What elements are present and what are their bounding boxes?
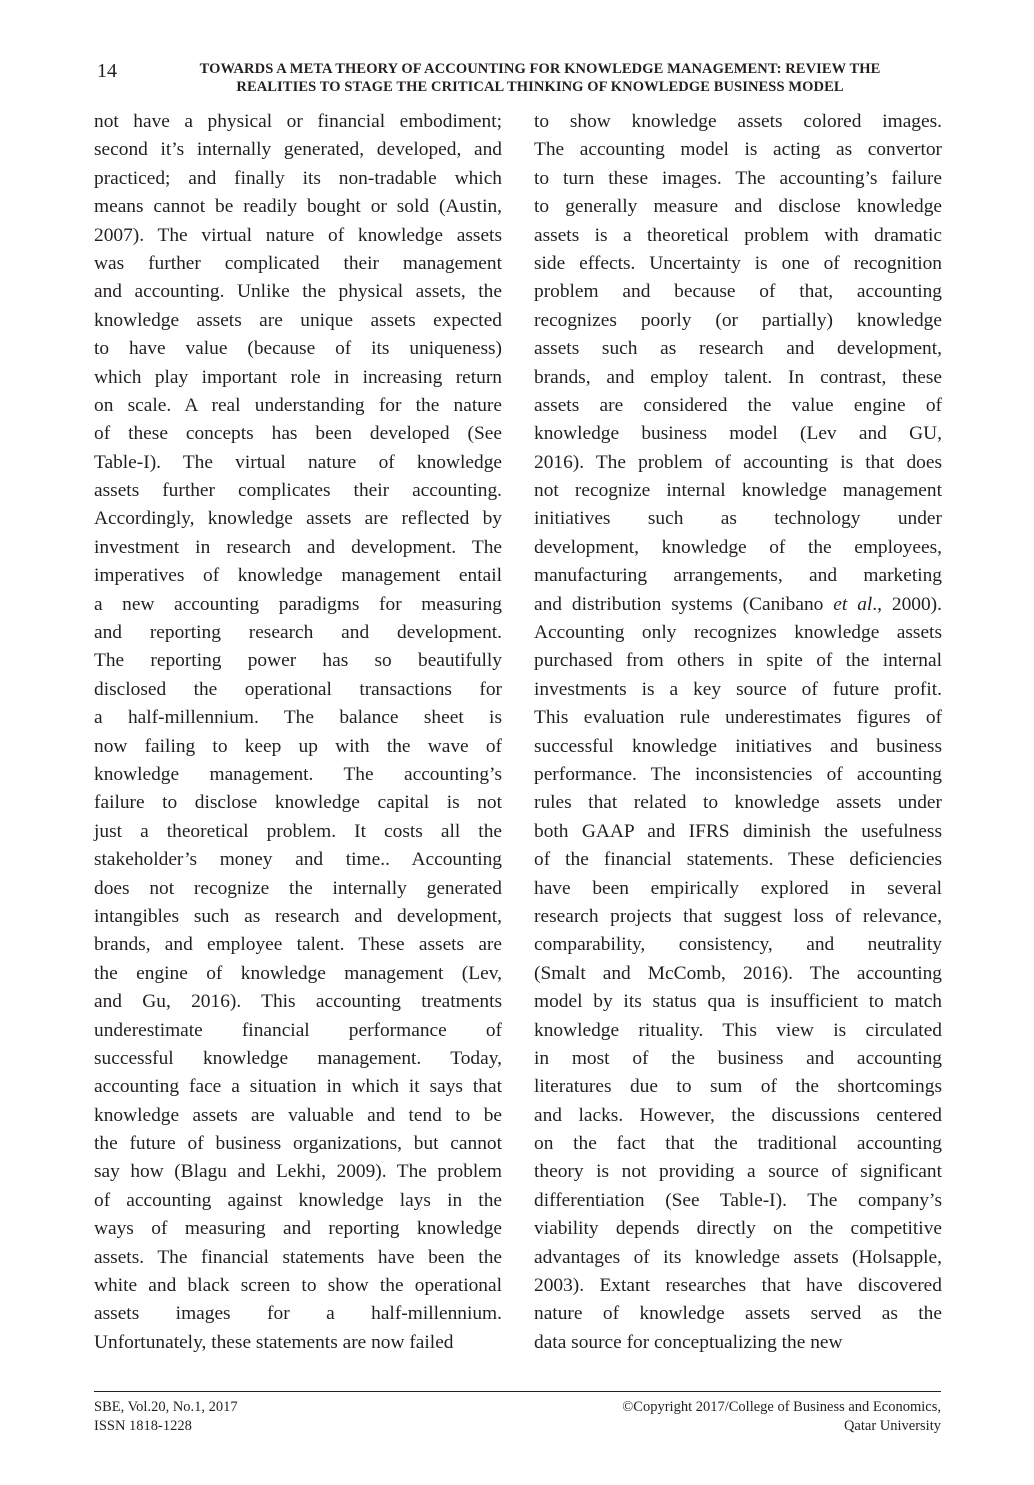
text-line: Accordingly, knowledge assets are reflected by xyxy=(94,508,502,530)
text-line: to generally measure and disclose knowledge xyxy=(534,196,942,218)
university: Qatar University xyxy=(843,1418,941,1434)
text-line: to show knowledge assets colored images. xyxy=(534,111,942,132)
text-line: investment in research and development. The xyxy=(94,536,502,558)
text-line: recognizes poorly (or partially) knowledge xyxy=(534,309,942,331)
text-line: accounting face a situation in which it says that xyxy=(94,1076,502,1098)
footer-left xyxy=(94,1398,238,1436)
text-line: does not recognize the internally generated xyxy=(94,877,502,899)
text-line: data source for conceptualizing the new xyxy=(534,1331,843,1353)
text-line: theory is not providing a source of significant xyxy=(534,1161,942,1183)
text-line: imperatives of knowledge management entail xyxy=(94,565,502,587)
text-line: performance. The inconsistencies of accounting xyxy=(534,763,942,785)
text-line: The reporting power has so beautifully xyxy=(94,650,502,672)
text-line: the engine of knowledge management (Lev, xyxy=(94,962,502,984)
text-line: 2016). The problem of accounting is that does xyxy=(534,451,942,473)
text-line: disclosed the operational transactions for xyxy=(94,678,502,700)
text-line: of the financial statements. These deficiencies xyxy=(534,849,942,871)
text-line: viability depends directly on the competitive xyxy=(534,1218,942,1240)
running-head xyxy=(150,60,930,96)
running-head-line-1: TOWARDS A META THEORY OF ACCOUNTING FOR KNOWLEDGE MANAGEMENT: REVIEW THE xyxy=(199,61,881,77)
text-line: differentiation (See Table-I). The company’s xyxy=(534,1189,942,1211)
text-line: assets. The financial statements have been the xyxy=(94,1246,502,1268)
text-line: just a theoretical problem. It costs all the xyxy=(94,820,502,842)
text-line: 2003). Extant researches that have discovered xyxy=(534,1275,942,1297)
text-line: knowledge management. The accounting’s xyxy=(94,763,502,785)
text-line: knowledge assets are valuable and tend to be xyxy=(94,1104,502,1126)
text-line: brands, and employee talent. These assets are xyxy=(94,934,502,956)
text-line: both GAAP and IFRS diminish the usefulness xyxy=(534,820,942,842)
text-line: knowledge assets are unique assets expected xyxy=(94,309,502,331)
text-line: in most of the business and accounting xyxy=(534,1047,942,1069)
text-line: Accounting only recognizes knowledge assets xyxy=(534,622,942,644)
copyright: ©Copyright 2017/College of Business and Economics, xyxy=(622,1399,941,1415)
text-line: assets are considered the value engine of xyxy=(534,394,942,416)
text-line: brands, and employ talent. In contrast, these xyxy=(534,366,942,388)
text-line: of these concepts has been developed (See xyxy=(94,423,502,445)
text-line: intangibles such as research and development, xyxy=(94,905,502,927)
text-line: not have a physical or financial embodiment; xyxy=(94,111,502,132)
footer-right xyxy=(540,1398,941,1436)
text-line: investments is a key source of future profit. xyxy=(534,678,942,700)
text-line: on the fact that the traditional accounting xyxy=(534,1133,942,1155)
right-column xyxy=(534,108,942,1357)
text-line: on scale. A real understanding for the nature xyxy=(94,394,502,416)
text-line: This evaluation rule underestimates figures of xyxy=(534,707,942,729)
text-line: and Gu, 2016). This accounting treatments xyxy=(94,991,502,1013)
text-line: of accounting against knowledge lays in the xyxy=(94,1189,502,1211)
text-line: problem and because of that, accounting xyxy=(534,281,942,303)
text-line: to have value (because of its uniqueness) xyxy=(94,338,502,360)
journal-citation: SBE, Vol.20, No.1, 2017 xyxy=(94,1399,238,1415)
text-line: side effects. Uncertainty is one of recognition xyxy=(534,252,942,274)
text-line: which play important role in increasing return xyxy=(94,366,502,388)
text-line: have been empirically explored in several xyxy=(534,877,942,899)
text-line: practiced; and finally its non-tradable which xyxy=(94,167,502,189)
text-line: 2007). The virtual nature of knowledge assets xyxy=(94,224,502,246)
text-line: successful knowledge initiatives and business xyxy=(534,735,942,757)
text-line: knowledge business model (Lev and GU, xyxy=(534,423,942,445)
text-line: a new accounting paradigms for measuring xyxy=(94,593,502,615)
footer-divider xyxy=(94,1391,941,1392)
page-number: 14 xyxy=(97,60,117,82)
text-line: literatures due to sum of the shortcomings xyxy=(534,1076,942,1098)
text-line: underestimate financial performance of xyxy=(94,1019,502,1041)
text-line: successful knowledge management. Today, xyxy=(94,1047,502,1069)
text-line: development, knowledge of the employees, xyxy=(534,536,942,558)
text-line: The accounting model is acting as convertor xyxy=(534,139,942,161)
text-line: stakeholder’s money and time.. Accounting xyxy=(94,849,502,871)
text-line: assets is a theoretical problem with dramatic xyxy=(534,224,942,246)
text-line: now failing to keep up with the wave of xyxy=(94,735,502,757)
left-column xyxy=(94,108,502,1357)
text-line: Table-I). The virtual nature of knowledge xyxy=(94,451,502,473)
text-line: research projects that suggest loss of relevance, xyxy=(534,905,942,927)
text-line: nature of knowledge assets served as the xyxy=(534,1303,942,1325)
text-line: white and black screen to show the operational xyxy=(94,1275,502,1297)
text-line: and reporting research and development. xyxy=(94,622,502,644)
text-line: to turn these images. The accounting’s failure xyxy=(534,167,942,189)
text-line: Unfortunately, these statements are now failed xyxy=(94,1331,454,1353)
text-line: and distribution systems (Canibano et al., 2000). xyxy=(534,593,942,615)
text-line: a half-millennium. The balance sheet is xyxy=(94,707,502,729)
text-line: advantages of its knowledge assets (Holsapple, xyxy=(534,1246,942,1268)
text-line: and accounting. Unlike the physical assets, the xyxy=(94,281,502,303)
text-line: comparability, consistency, and neutrality xyxy=(534,934,942,956)
text-line: means cannot be readily bought or sold (Austin, xyxy=(94,196,502,218)
text-line: not recognize internal knowledge management xyxy=(534,480,942,502)
text-line: say how (Blagu and Lekhi, 2009). The problem xyxy=(94,1161,502,1183)
text-line: (Smalt and McComb, 2016). The accounting xyxy=(534,962,942,984)
text-line: was further complicated their management xyxy=(94,252,502,274)
text-line: and lacks. However, the discussions centered xyxy=(534,1104,942,1126)
text-line: model by its status qua is insufficient to match xyxy=(534,991,942,1013)
text-line: rules that related to knowledge assets under xyxy=(534,792,942,814)
text-line: knowledge rituality. This view is circulated xyxy=(534,1019,942,1041)
text-line: assets further complicates their accounting. xyxy=(94,480,502,502)
text-line: initiatives such as technology under xyxy=(534,508,942,530)
text-line: manufacturing arrangements, and marketing xyxy=(534,565,942,587)
text-line: the future of business organizations, but cannot xyxy=(94,1133,502,1155)
text-line: assets images for a half-millennium. xyxy=(94,1303,502,1325)
running-head-line-2: REALITIES TO STAGE THE CRITICAL THINKING OF KNOWLEDGE BUSINESS MODEL xyxy=(236,79,844,95)
text-line: purchased from others in spite of the internal xyxy=(534,650,942,672)
text-line: failure to disclose knowledge capital is not xyxy=(94,792,502,814)
text-line: ways of measuring and reporting knowledge xyxy=(94,1218,502,1240)
text-line: second it’s internally generated, developed, and xyxy=(94,139,502,161)
text-line: assets such as research and development, xyxy=(534,338,942,360)
issn: ISSN 1818-1228 xyxy=(94,1418,192,1434)
